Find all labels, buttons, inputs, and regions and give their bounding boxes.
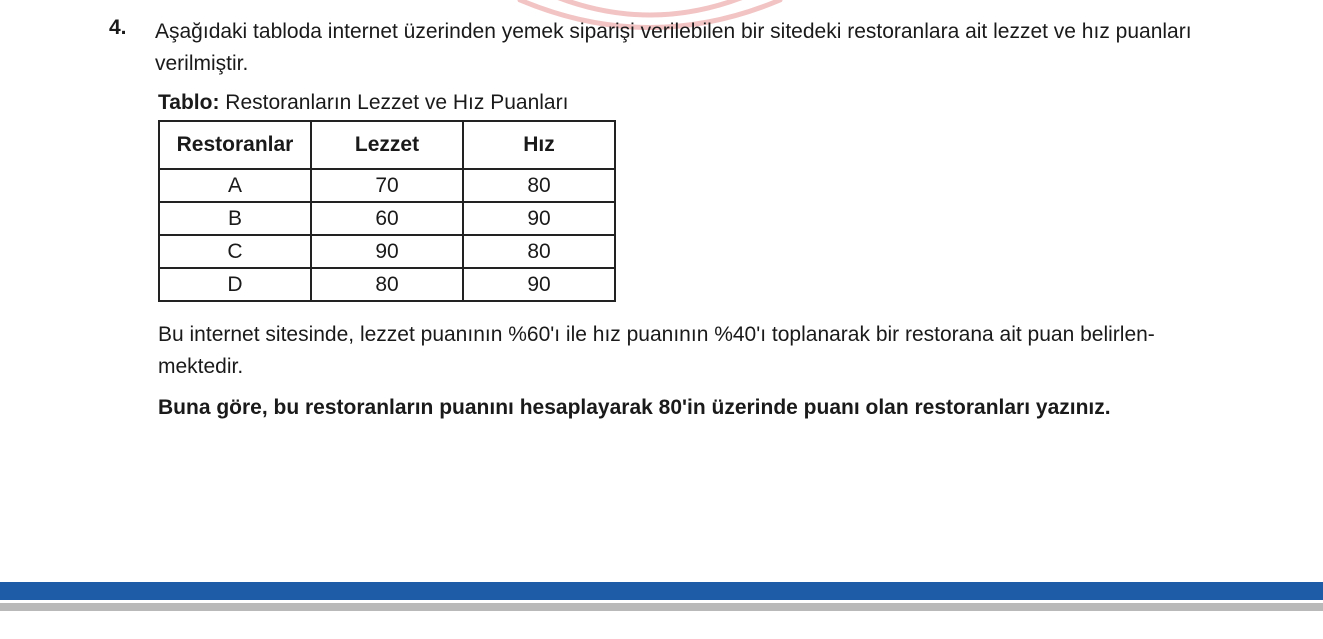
description-line-2: mektedir. [158,355,244,378]
restaurant-cell: C [159,235,311,268]
taste-cell: 80 [311,268,463,301]
restaurant-cell: A [159,169,311,202]
speed-cell: 90 [463,268,615,301]
table-row [159,169,615,202]
speed-cell: 80 [463,169,615,202]
restaurant-cell: B [159,202,311,235]
footer-blue-bar [0,582,1323,600]
taste-cell: 70 [311,169,463,202]
speed-cell: 90 [463,202,615,235]
question-description [158,319,1238,383]
table-caption-label: Tablo: [158,91,220,114]
table-caption [158,91,568,115]
header-speed: Hız [463,121,615,169]
table-row [159,235,615,268]
header-taste: Lezzet [311,121,463,169]
taste-cell: 90 [311,235,463,268]
question-prompt: Buna göre, bu restoranların puanını hesaplayarak 80'in üzerinde puanı olan restoranları yazınız. [158,396,1111,419]
footer-gray-bar [0,603,1323,611]
header-restaurants: Restoranlar [159,121,311,169]
table-caption-text: Restoranların Lezzet ve Hız Puanları [219,91,569,114]
scores-table [158,120,616,302]
table-header-row [159,121,615,169]
question-number: 4. [109,16,127,39]
description-line-1: Bu internet sitesinde, lezzet puanının %60'ı ile hız puanının %40'ı toplanarak bir restorana ait puan belirlen- [158,323,1155,346]
restaurant-cell: D [159,268,311,301]
table-row [159,268,615,301]
table-row [159,202,615,235]
speed-cell: 80 [463,235,615,268]
question-intro: Aşağıdaki tabloda internet üzerinden yemek siparişi verilebilen bir sitedeki restoranlara ait lezzet ve hız puanları verilmiştir. [155,20,1192,75]
taste-cell: 60 [311,202,463,235]
